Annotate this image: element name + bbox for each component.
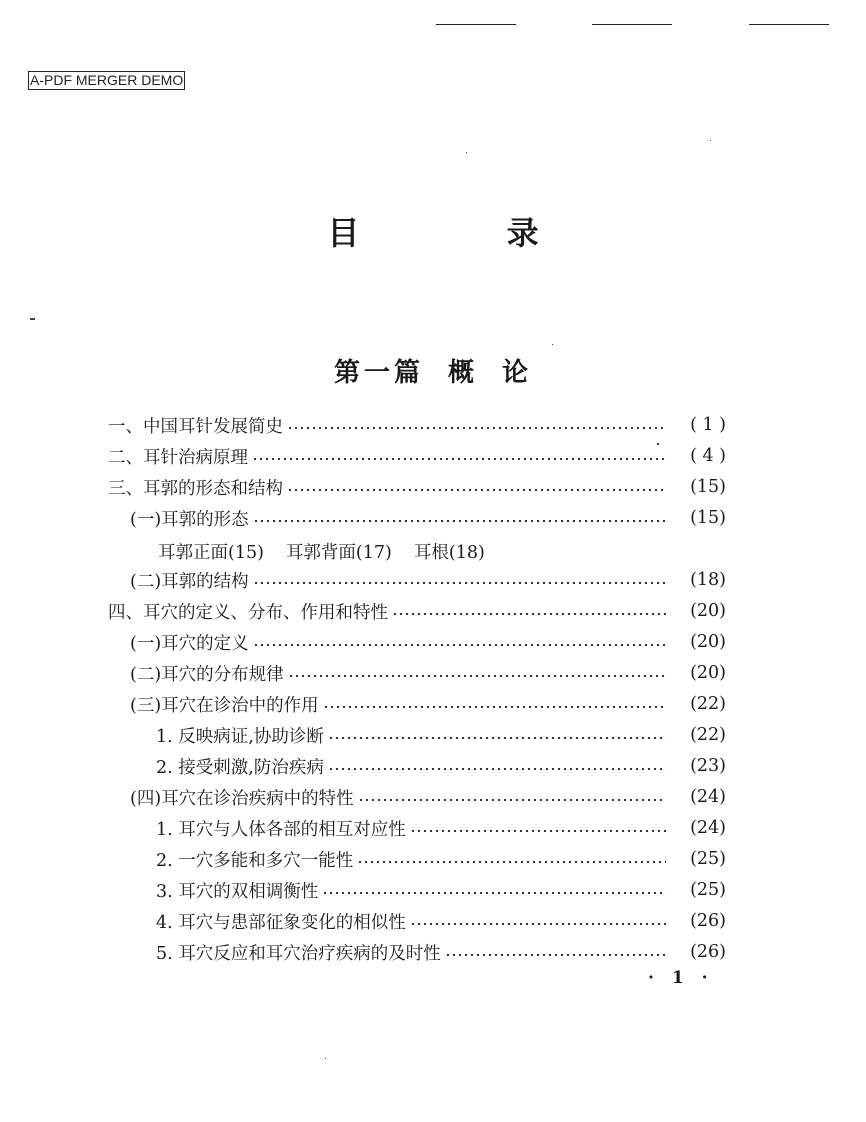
dot-leader [445, 954, 666, 956]
toc-entry-page: (25) [690, 849, 726, 869]
dot-leader [328, 768, 666, 770]
toc-entry-label: (一)耳穴的定义 [130, 633, 249, 654]
toc-entry-page: (20) [690, 601, 726, 621]
subsection-back[interactable]: 耳郭背面(17) [285, 543, 392, 563]
toc-entry-label: 4. 耳穴与患部征象变化的相似性 [156, 912, 406, 933]
toc-entry[interactable] [156, 720, 726, 750]
toc-entry-page: (20) [690, 632, 726, 652]
scan-speck [466, 152, 467, 153]
dot-leader [323, 706, 666, 708]
toc-entry[interactable] [156, 844, 726, 874]
dot-leader [358, 799, 666, 801]
toc-entry-label: (二)耳穴的分布规律 [130, 664, 284, 685]
toc-entry-label: (一)耳郭的形态 [130, 509, 249, 530]
page-title: 目 录 [327, 214, 607, 252]
dot-leader [392, 613, 666, 615]
toc-entry-label: (三)耳穴在诊治中的作用 [130, 695, 319, 716]
toc-entry-page: (22) [690, 694, 726, 714]
toc-entry[interactable] [156, 813, 726, 843]
scan-speck [30, 318, 35, 320]
toc-entry-page: (22) [690, 725, 726, 745]
toc-entry[interactable] [156, 875, 726, 905]
header-rule-2 [592, 24, 672, 25]
page-number: · 1 · [648, 968, 714, 988]
part-word-2: 论 [502, 358, 533, 388]
toc-entry-page: (25) [690, 880, 726, 900]
watermark: A-PDF MERGER DEMO [30, 72, 184, 88]
header-rule-3 [749, 24, 829, 25]
toc-entry-page: ( 1 ) [690, 415, 726, 435]
part-number: 第一篇 [333, 358, 424, 388]
toc-entry-label: 5. 耳穴反应和耳穴治疗疾病的及时性 [156, 943, 441, 964]
toc-entry[interactable] [156, 751, 726, 781]
toc-entry-label: 2. 接受刺激,防治疾病 [156, 757, 324, 778]
toc-entry-page: ( 4 ) [690, 446, 726, 466]
header-rule-1 [436, 24, 516, 25]
dot-leader [287, 489, 666, 491]
dot-leader [410, 923, 666, 925]
toc-entry-label: 1. 反映病证,协助诊断 [156, 726, 324, 747]
toc-entry[interactable] [130, 565, 726, 595]
toc-entry[interactable] [108, 472, 726, 502]
toc-entry-label: 3. 耳穴的双相调衡性 [156, 881, 319, 902]
dot-leader [252, 458, 666, 460]
toc-entry-page: (24) [690, 787, 726, 807]
dot-leader [288, 675, 666, 677]
toc-entry-label: (二)耳郭的结构 [130, 571, 249, 592]
toc-entry-page: (24) [690, 818, 726, 838]
part-title [0, 352, 866, 389]
toc-subsections [158, 539, 507, 564]
toc-entry[interactable] [130, 627, 726, 657]
toc-entry-label: (四)耳穴在诊治疾病中的特性 [130, 788, 354, 809]
toc-entry-page: (15) [690, 508, 726, 528]
dot-leader [253, 644, 666, 646]
dot-leader [287, 427, 666, 429]
toc-entry[interactable] [108, 410, 726, 440]
subsection-front[interactable]: 耳郭正面(15) [158, 543, 264, 563]
dot-leader [253, 520, 666, 522]
toc-entry[interactable] [156, 937, 726, 967]
toc-entry-page: (20) [690, 663, 726, 683]
toc-entry-label: 1. 耳穴与人体各部的相互对应性 [156, 819, 406, 840]
dot-leader [253, 582, 666, 584]
toc-entry-label: 三、耳郭的形态和结构 [108, 478, 283, 499]
toc-entry[interactable] [130, 689, 726, 719]
toc-entry[interactable] [108, 441, 726, 471]
toc-entry-label: 二、耳针治病原理 [108, 447, 248, 468]
subsection-root[interactable]: 耳根(18) [413, 543, 485, 563]
toc-entry-page: (26) [690, 942, 726, 962]
toc-entry-label: 四、耳穴的定义、分布、作用和特性 [108, 602, 388, 623]
scan-speck [325, 1058, 326, 1059]
dot-leader [357, 861, 666, 863]
part-word-1: 概 [447, 358, 478, 388]
toc-entry[interactable] [130, 658, 726, 688]
toc-entry-page: (15) [690, 477, 726, 497]
toc-entry-label: 一、中国耳针发展简史 [108, 416, 283, 437]
dot-leader [322, 892, 666, 894]
toc-entry[interactable] [130, 503, 726, 533]
toc-entry-page: (26) [690, 911, 726, 931]
scan-speck [552, 344, 553, 345]
toc-entry[interactable] [130, 782, 726, 812]
dot-leader [410, 830, 666, 832]
scan-speck [710, 140, 711, 141]
toc-entry-label: 2. 一穴多能和多穴一能性 [156, 850, 354, 871]
toc-entry[interactable] [156, 906, 726, 936]
toc-entry-page: (18) [690, 570, 726, 590]
toc-entry[interactable] [108, 596, 726, 626]
toc-entry-page: (23) [690, 756, 726, 776]
dot-leader [328, 737, 666, 739]
